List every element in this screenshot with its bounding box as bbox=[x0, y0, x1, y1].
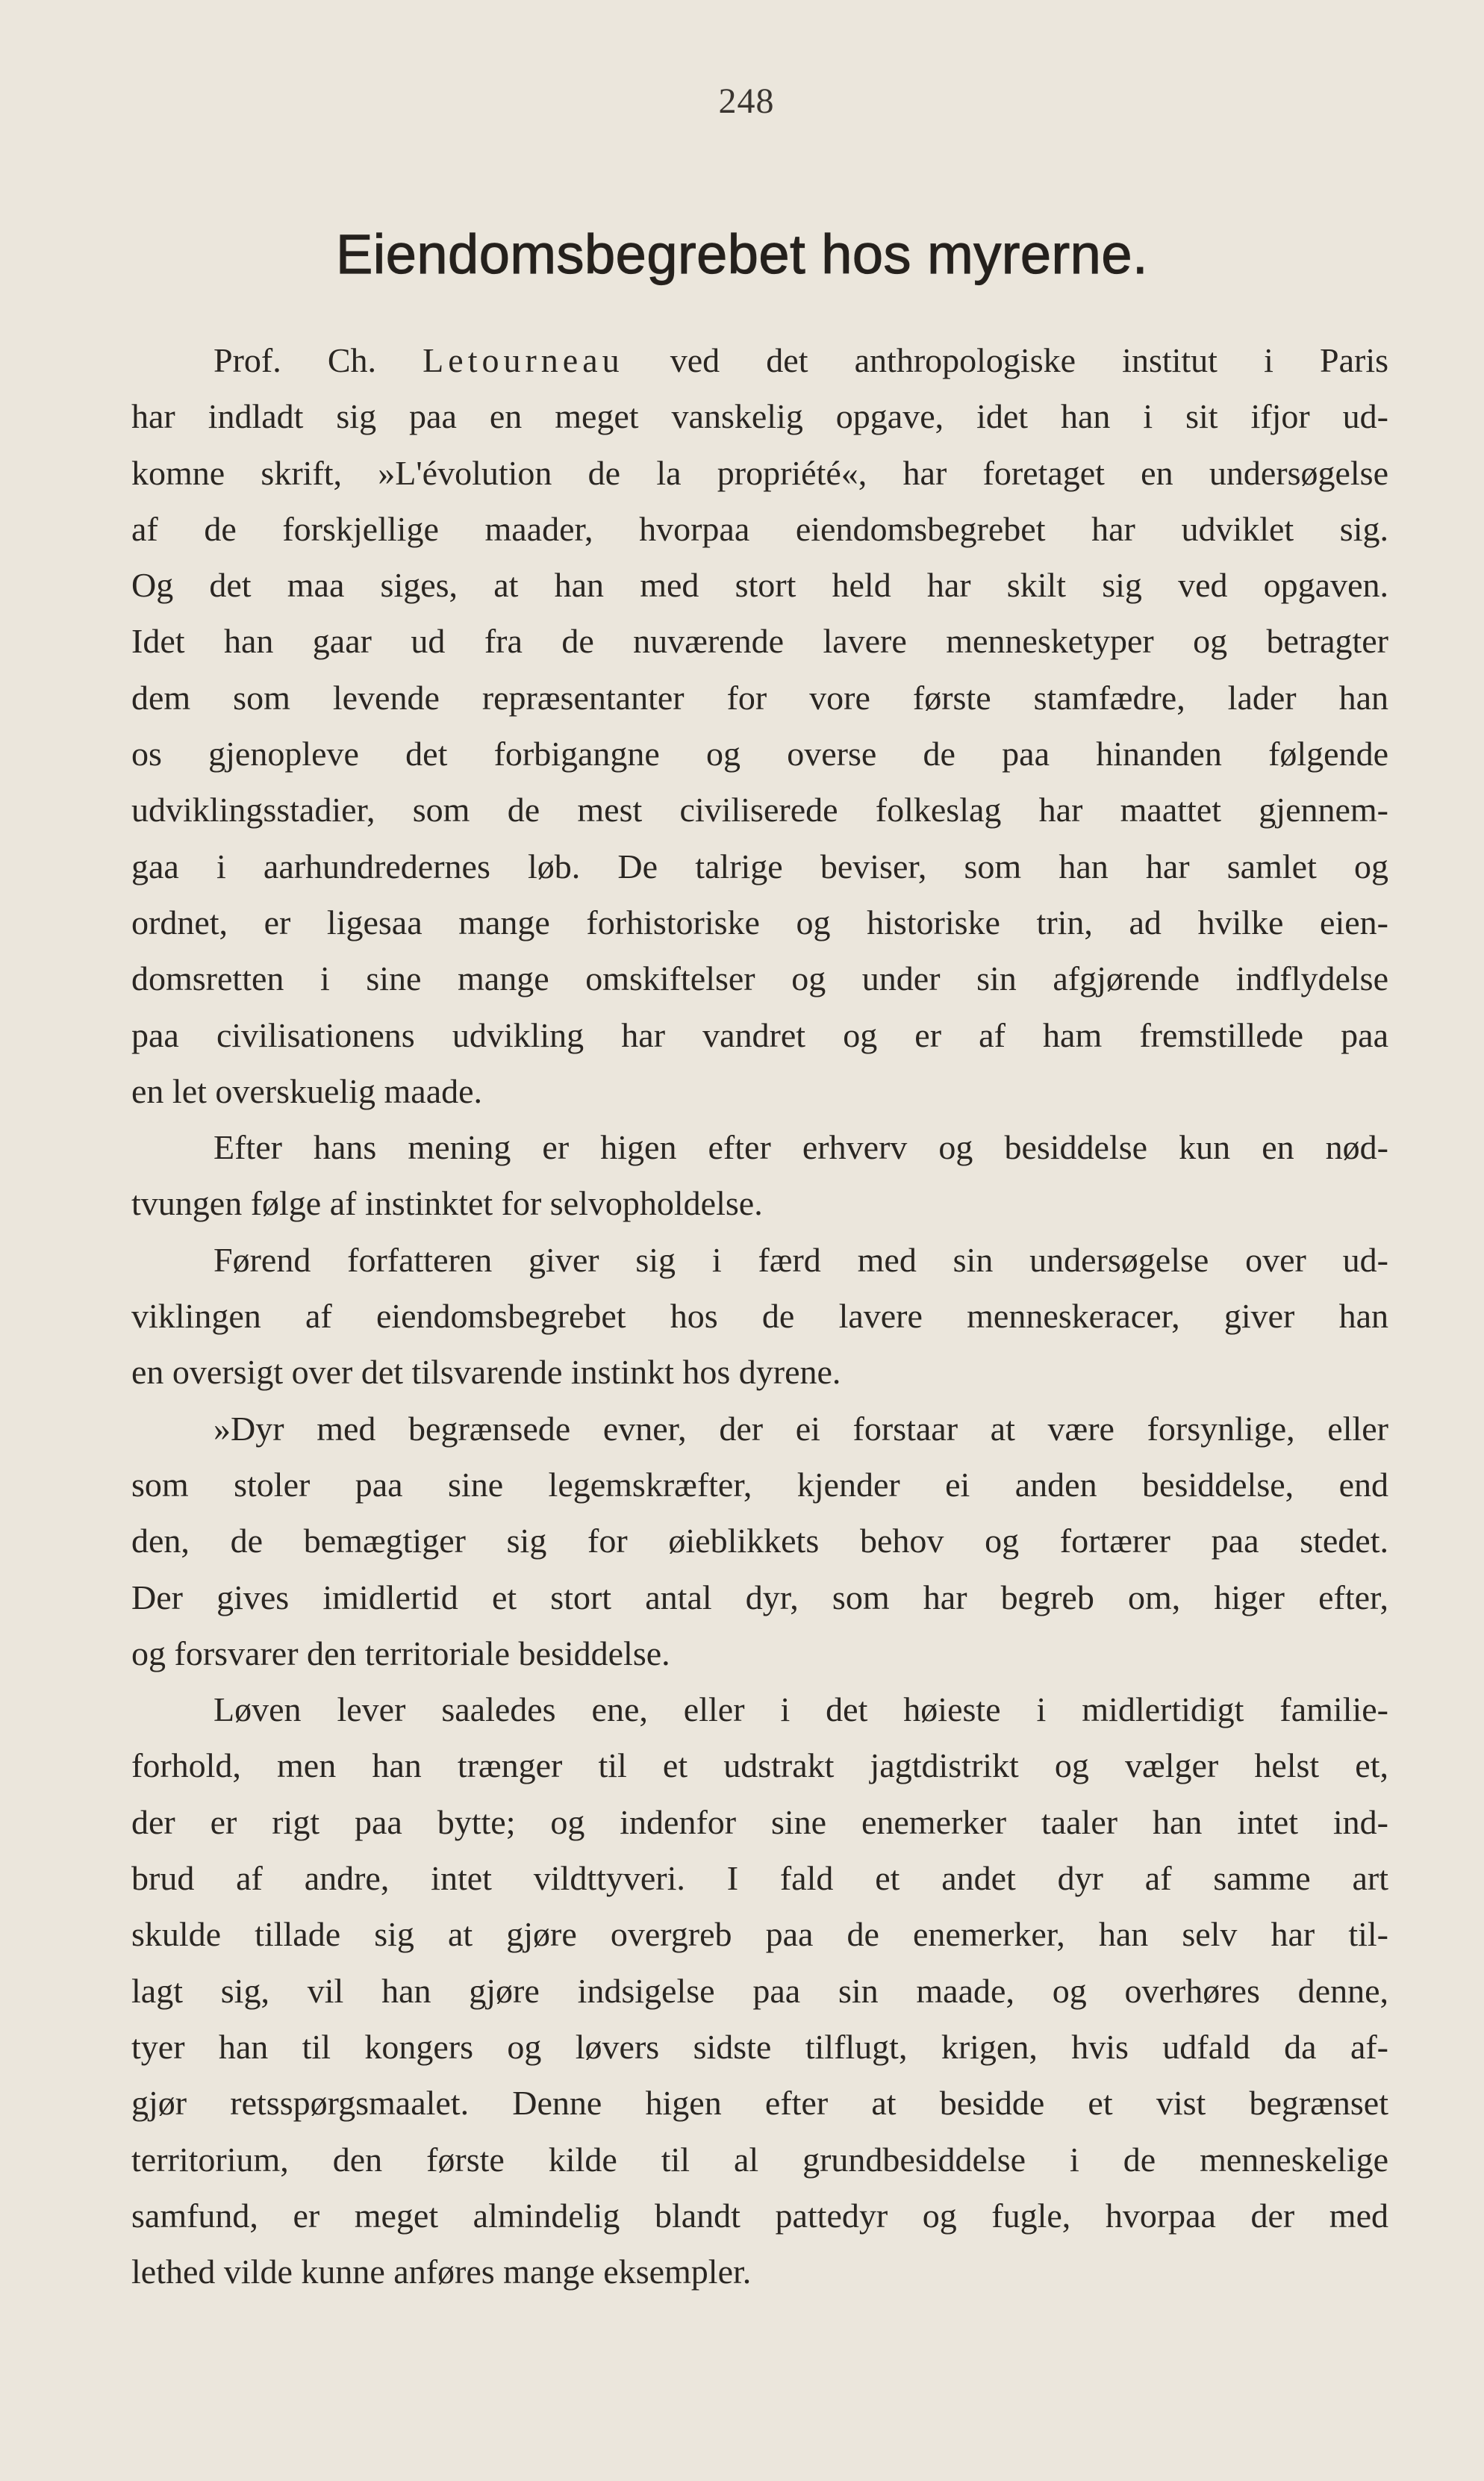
text-line: os gjenopleve det forbigangne og overse de paa hinanden følgende bbox=[131, 735, 1388, 773]
text-line: viklingen af eiendomsbegrebet hos de lavere menneskeracer, giver han bbox=[131, 1297, 1388, 1336]
text-line: den, de bemægtiger sig for øieblikkets behov og fortærer paa stedet. bbox=[131, 1522, 1388, 1560]
text-line: brud af andre, intet vildttyveri. I fald et andet dyr af samme art bbox=[131, 1859, 1388, 1898]
text-line: Førend forfatteren giver sig i færd med sin undersøgelse over ud- bbox=[213, 1240, 1388, 1279]
text-line: som stoler paa sine legemskræfter, kjender ei anden besiddelse, end bbox=[131, 1465, 1388, 1504]
text-line: komne skrift, »L'évolution de la propriété«, har foretaget en undersøgelse bbox=[131, 453, 1388, 492]
text-line: Efter hans mening er higen efter erhverv og besiddelse kun en nød- bbox=[213, 1128, 1388, 1167]
text-line: »Dyr med begrænsede evner, der ei forstaar at være forsynlige, eller bbox=[213, 1409, 1388, 1448]
text-line: og forsvarer den territoriale besiddelse. bbox=[131, 1634, 670, 1672]
text-line: Løven lever saaledes ene, eller i det høieste i midlertidigt familie- bbox=[213, 1690, 1388, 1729]
text-line: samfund, er meget almindelig blandt pattedyr og fugle, hvorpaa der med bbox=[131, 2196, 1388, 2235]
text-line: dem som levende repræsentanter for vore første stamfædre, lader han bbox=[131, 678, 1388, 717]
text-line: Der gives imidlertid et stort antal dyr, som har begreb om, higer efter, bbox=[131, 1578, 1388, 1616]
text-line: har indladt sig paa en meget vanskelig opgave, idet han i sit ifjor ud- bbox=[131, 397, 1388, 436]
article-title: Eiendomsbegrebet hos myrerne. bbox=[335, 223, 1149, 285]
text-line: en let overskuelig maade. bbox=[131, 1071, 483, 1110]
text-line: lagt sig, vil han gjøre indsigelse paa sin maade, og overhøres denne, bbox=[131, 1971, 1388, 2010]
text-line: Idet han gaar ud fra de nuværende lavere mennesketyper og betragter bbox=[131, 622, 1388, 661]
text-line: paa civilisationens udvikling har vandret og er af ham fremstillede paa bbox=[131, 1015, 1388, 1054]
text-line: territorium, den første kilde til al grundbesiddelse i de menneskelige bbox=[131, 2140, 1388, 2179]
text-line: forhold, men han trænger til et udstrakt jagtdistrikt og vælger helst et, bbox=[131, 1746, 1388, 1785]
text-line: domsretten i sine mange omskiftelser og under sin afgjørende indflydelse bbox=[131, 959, 1388, 998]
text-line: lethed vilde kunne anføres mange eksempler. bbox=[131, 2253, 752, 2291]
author-name: Letourneau bbox=[423, 341, 624, 379]
text-line: der er rigt paa bytte; og indenfor sine enemerker taaler han intet ind- bbox=[131, 1802, 1388, 1841]
text-line: tyer han til kongers og løvers sidste tilflugt, krigen, hvis udfald da af- bbox=[131, 2027, 1388, 2066]
text-line: gaa i aarhundredernes løb. De talrige beviser, som han har samlet og bbox=[131, 847, 1388, 885]
article-body bbox=[131, 332, 1388, 2300]
text-line: tvungen følge af instinktet for selvopholdelse. bbox=[131, 1184, 763, 1223]
text-line: Og det maa siges, at han med stort held har skilt sig ved opgaven. bbox=[131, 566, 1388, 605]
text-line: ordnet, er ligesaa mange forhistoriske og historiske trin, ad hvilke eien- bbox=[131, 903, 1388, 941]
text-line: udviklingsstadier, som de mest civiliserede folkeslag har maattet gjennem- bbox=[131, 791, 1388, 829]
text-line: gjør retsspørgsmaalet. Denne higen efter at besidde et vist begrænset bbox=[131, 2084, 1388, 2123]
page-number: 248 bbox=[718, 81, 775, 121]
text-line: en oversigt over det tilsvarende instinkt hos dyrene. bbox=[131, 1353, 841, 1392]
text-line: af de forskjellige maader, hvorpaa eiendomsbegrebet har udviklet sig. bbox=[131, 509, 1388, 548]
text-line: skulde tillade sig at gjøre overgreb paa de enemerker, han selv har til- bbox=[131, 1915, 1388, 1954]
text-line: Prof. Ch. Letourneau ved det anthropologiske institut i Paris bbox=[213, 341, 1389, 379]
